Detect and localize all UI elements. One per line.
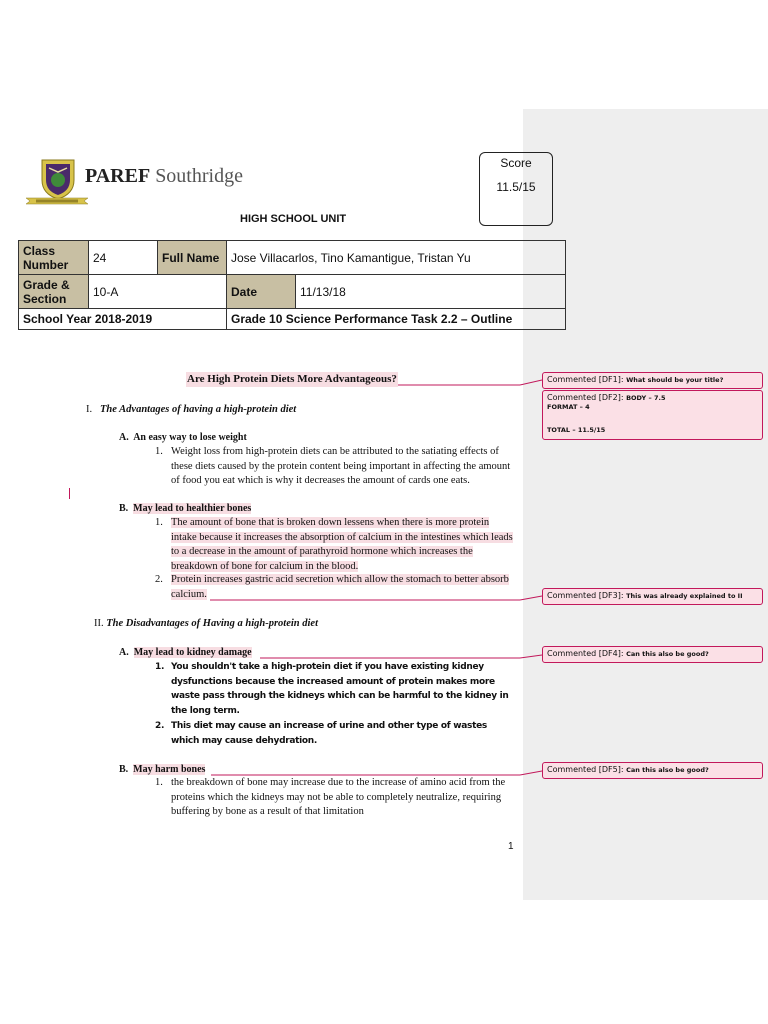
comment-df4[interactable] [542,646,763,663]
section-1-a-letter: A. [119,432,129,443]
section-2-number: II. [94,618,104,629]
comment-text-line2: FORMAT – 4 [547,403,590,411]
brand-bold: PAREF [85,165,151,187]
school-year: School Year 2018-2019 [19,309,227,330]
item-number: 2. [155,574,163,585]
item-text: the breakdown of bone may increase due to the increase of amino acid from the proteins which the kidneys may not be able to completely neutralize, requiring buffering by bone as a result of that limitation [171,777,506,818]
comment-df1[interactable] [542,372,763,389]
item-number: 2. [155,721,165,731]
comment-label: Commented [DF4]: [547,649,624,658]
task-title: Grade 10 Science Performance Task 2.2 – Outline [227,309,566,330]
section-2-a-title: May lead to kidney damage [133,647,252,658]
comment-text: Can this also be good? [626,766,709,774]
item-number: 1. [155,777,163,788]
section-2-a-letter: A. [119,647,129,658]
item-text: This diet may cause an increase of urine and other type of wastes which may cause dehydration. [171,721,487,746]
section-1-b-title: May lead to healthier bones [133,503,252,514]
section-2-title: The Disadvantages of Having a high-protein diet [106,618,319,629]
page-number: 1 [508,841,514,852]
comment-text: This was already explained to II [626,592,743,600]
comment-label: Commented [DF3]: [547,591,624,600]
comment-text-line3: TOTAL – 11.5/15 [547,426,606,434]
item-number: 1. [155,662,165,672]
class-number-value: 24 [89,241,158,275]
class-number-label: Class Number [19,241,89,275]
item-text: You shouldn't take a high-protein diet if you have existing kidney dysfunctions because the increased amount of protein makes more waste pass through the kidneys which can be harmful to the kidney in the long term. [171,662,509,716]
section-1-number: I. [86,404,93,415]
grade-section-value: 10-A [89,275,227,309]
section-1-title: The Advantages of having a high-protein diet [100,404,297,415]
comment-text: Can this also be good? [626,650,709,658]
comment-df2[interactable] [542,390,763,440]
item-number: 1. [155,446,163,457]
full-name-value: Jose Villacarlos, Tino Kamantigue, Tristan Yu [227,241,566,275]
comment-label: Commented [DF5]: [547,765,624,774]
comment-df3[interactable] [542,588,763,605]
comment-label: Commented [DF1]: [547,375,624,384]
comment-label: Commented [DF2]: [547,393,624,402]
score-value: 11.5/15 [496,180,536,194]
comment-df5[interactable] [542,762,763,779]
item-number: 1. [155,517,163,528]
grade-section-label: Grade & Section [19,275,89,309]
unit-heading: HIGH SCHOOL UNIT [240,213,347,225]
comment-text: BODY – 7.5 [626,394,666,402]
document-title: Are High Protein Diets More Advantageous? [187,373,397,385]
item-text: Weight loss from high-protein diets can be attributed to the satiating effects of these diets caused by the protein content being important in affecting the amount of food you eat which is why it decreases the amount of cards one eats. [171,446,511,487]
section-1-b-letter: B. [119,503,129,514]
section-1-a-title: An easy way to lose weight [133,432,247,443]
full-name-label: Full Name [158,241,227,275]
item-text: The amount of bone that is broken down lessens when there is more protein intake because it increases the absorption of calcium in the intestines which leads to a decrease in the amount of parathyroid hormone which increases the breakdown of bone for calcium in the blood. [171,517,513,572]
section-2-b-letter: B. [119,764,129,775]
section-2-b-title: May harm bones [133,764,206,775]
score-label: Score [500,156,532,170]
date-value: 11/13/18 [296,275,566,309]
brand-light: Southridge [155,165,243,187]
date-label: Date [227,275,296,309]
comment-text: What should be your title? [626,376,724,384]
item-text: Protein increases gastric acid secretion which allow the stomach to better absorb calcium. [171,574,509,600]
